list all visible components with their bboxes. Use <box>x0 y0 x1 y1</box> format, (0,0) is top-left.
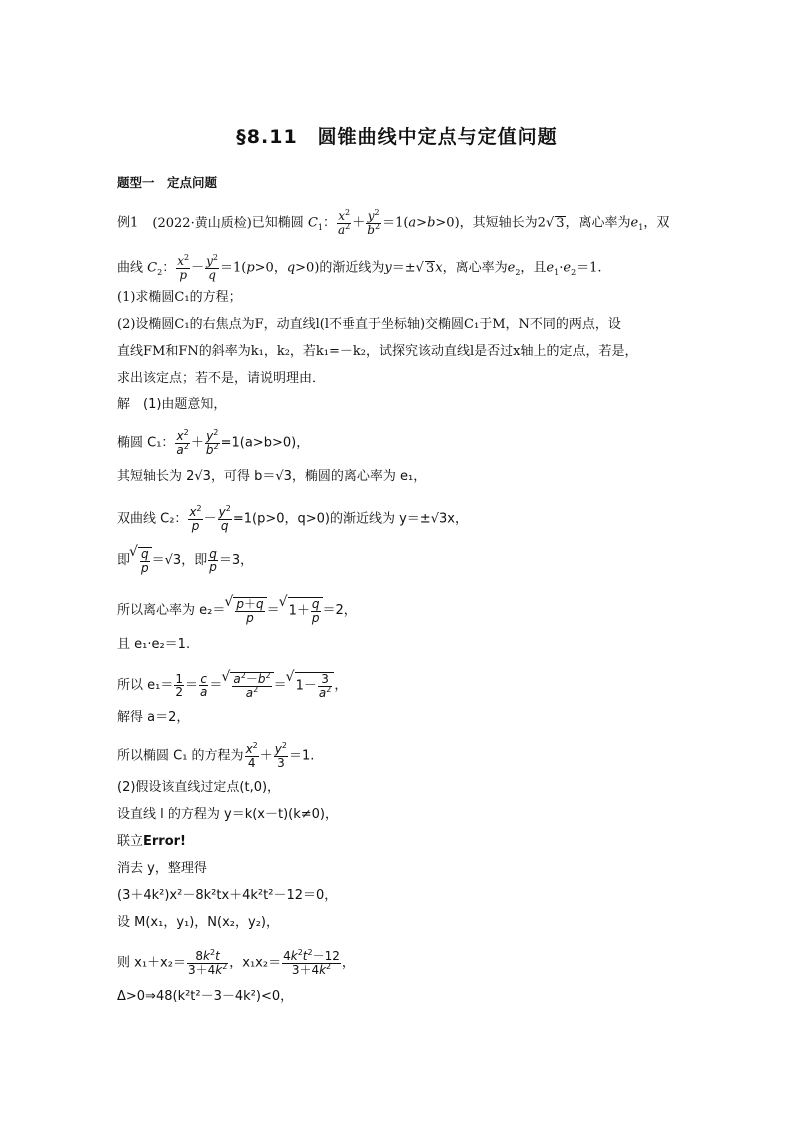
text: ＝3， <box>218 553 254 569</box>
text: 则 x₁＋x₂＝ <box>117 955 186 971</box>
text: ，其短轴长为 <box>459 215 538 231</box>
text: ， <box>341 955 355 971</box>
fraction: $\frac{y^2}{q}$ <box>218 504 231 533</box>
text: 所以离心率为 e₂＝ <box>117 603 226 619</box>
text: 双曲线 C₂： <box>117 511 188 527</box>
text: ，离心率为 <box>442 260 508 276</box>
fraction: $\frac{q}{p}$ <box>209 546 217 575</box>
solution-line-4: 双曲线 C₂： $\frac{x^2}{p}$ － $\frac{y^2}{q}$ =1(p>0，q>0)的渐近线为 y＝±√3x， <box>117 504 468 533</box>
text: ，离心率为 <box>565 215 631 231</box>
error-text: Error! <box>143 834 186 849</box>
text: ＝√3，即 <box>151 553 208 569</box>
solution-line-18: Δ>0⇒48(k²t²－3－4k²)<0， <box>117 989 294 1004</box>
solution-line-8: 所以 e₁＝ $\frac{1}{2}$ ＝ $\frac{c}{a}$ ＝ √ $\frac{a^2-b^2}{a^2}$ ＝√ 1－ $\frac{3}{a^2}$ ， <box>117 672 347 699</box>
solution-line-13 <box>117 835 186 848</box>
sqrt: √ 1－ $\frac{3}{a^2}$ <box>295 672 335 699</box>
fraction: $\frac{4k^2t^2-12}{3+4k^2}$ <box>283 948 340 977</box>
fraction: $\frac{y^2}{b^2}$ <box>205 428 219 457</box>
fraction: $\frac{y^2}{b^2}$ <box>367 208 381 237</box>
text: =1(p>0，q>0)的渐近线为 y＝±√3x， <box>232 511 468 527</box>
solution-line-16: 设 M(x₁，y₁)，N(x₂，y₂)， <box>117 915 279 930</box>
text: 联立 <box>117 834 144 849</box>
fraction: $\frac{x^2}{p}$ <box>177 253 190 282</box>
question-2-line-3: 求出该定点；若不是，请说明理由． <box>117 371 326 386</box>
example-line-2: 曲线 $C_2$： $\frac{x^2}{p}$ － $\frac{y^2}{q}$ ＝1(p>0，q>0)的渐近线为y＝±√ 3x，离心率为$e_2$，且$e_1\cdot e_2=1$. <box>117 253 602 282</box>
fraction: $\frac{x^2}{4}$ <box>245 741 258 770</box>
text: 所以 e₁＝ <box>117 678 174 694</box>
example-label: 例1 <box>117 215 139 231</box>
solution-line-5 <box>117 547 253 574</box>
text: ， <box>334 678 348 694</box>
text: 曲线 <box>117 260 144 276</box>
solution-line-17 <box>117 950 355 976</box>
solution-line-12: 设直线 l 的方程为 y＝k(x－t)(k≠0)， <box>117 807 339 822</box>
fraction: $\frac{c}{a}$ <box>200 671 208 700</box>
page-title: §8.11 圆锥曲线中定点与定值问题 <box>236 126 558 148</box>
question-2-line-1: (2)设椭圆C₁的右焦点为F，动直线l(l不垂直于坐标轴)交椭圆C₁于M，N不同的两点，设 <box>117 317 621 332</box>
solution-line-14: 消去 y，整理得 <box>117 861 207 876</box>
example-source: (2022·黄山质检) <box>152 215 252 231</box>
fraction: $\frac{x^2}{p}$ <box>189 504 202 533</box>
fraction: $\frac{y^2}{q}$ <box>206 253 218 282</box>
solution-line-2: 椭圆 C₁： $\frac{x^2}{a^2}$ ＋ $\frac{y^2}{b^2}$ =1(a>b>0)， <box>117 428 310 457</box>
text: 即 <box>117 553 131 569</box>
sqrt: √ 1＋ $\frac{q}{p}$ <box>288 597 323 624</box>
sqrt: √ $\frac{a^2-b^2}{a^2}$ <box>230 672 273 699</box>
solution-line-7: 且 e₁·e₂＝1. <box>117 637 191 652</box>
fraction: $\frac{x^2}{a^2}$ <box>176 428 189 457</box>
text: ，双 <box>643 215 670 231</box>
fraction: $\frac{y^2}{3}$ <box>274 741 287 770</box>
text: ＝1. <box>288 748 315 764</box>
sqrt: √ $\frac{q}{p}$ <box>138 547 152 574</box>
fraction: $\frac{x^2}{a^2}$ <box>338 208 351 237</box>
solution-line-11: (2)假设该直线过定点(t,0)， <box>117 780 281 795</box>
question-2-line-2: 直线FM和FN的斜率为k₁，k₂，若k₁=－k₂，试探究该动直线l是否过x轴上的定点，若是， <box>117 344 638 359</box>
text: 椭圆 C₁： <box>117 435 175 451</box>
solution-line-15: (3＋4k²)x²－8k²tx＋4k²t²－12＝0， <box>117 888 338 903</box>
solution-line-3: 其短轴长为 2√3，可得 b＝√3，椭圆的离心率为 e₁， <box>117 469 427 484</box>
sqrt: √ $\frac{p+q}{p}$ <box>233 597 266 624</box>
question-1: (1)求椭圆C₁的方程； <box>117 290 242 305</box>
solution-line-1: 解 (1)由题意知， <box>117 397 227 412</box>
solution-line-10: 所以椭圆 C₁ 的方程为 $\frac{x^2}{4}$ ＋ $\frac{y^2}{3}$ ＝1. <box>117 741 315 770</box>
text: 已知椭圆 <box>251 215 304 231</box>
example-line-1: 例1 (2022·黄山质检)已知椭圆 $C_1$： $\frac{x^2}{a^2}$ ＋ $\frac{y^2}{b^2}$ ＝1(a>b>0)，其短轴长为2√ 3，离心率为$e_1$，双 <box>117 208 670 237</box>
text: 所以椭圆 C₁ 的方程为 <box>117 748 244 764</box>
text: 的渐近线为 <box>319 260 385 276</box>
text: ＝2， <box>322 603 357 619</box>
text: =1(a>b>0)， <box>220 435 310 451</box>
section-heading: 题型一 定点问题 <box>117 175 218 190</box>
solution-line-6: 所以离心率为 e₂＝ √ $\frac{p+q}{p}$ ＝√ 1＋ $\frac{q}{p}$ ＝2， <box>117 597 357 624</box>
text: ，且 <box>520 260 547 276</box>
fraction: $\frac{8k^2t}{3+4k^2}$ <box>187 948 228 977</box>
text: ，x₁x₂＝ <box>229 955 282 971</box>
fraction: $\frac{1}{2}$ <box>175 671 183 700</box>
solution-line-9: 解得 a＝2， <box>117 710 190 725</box>
